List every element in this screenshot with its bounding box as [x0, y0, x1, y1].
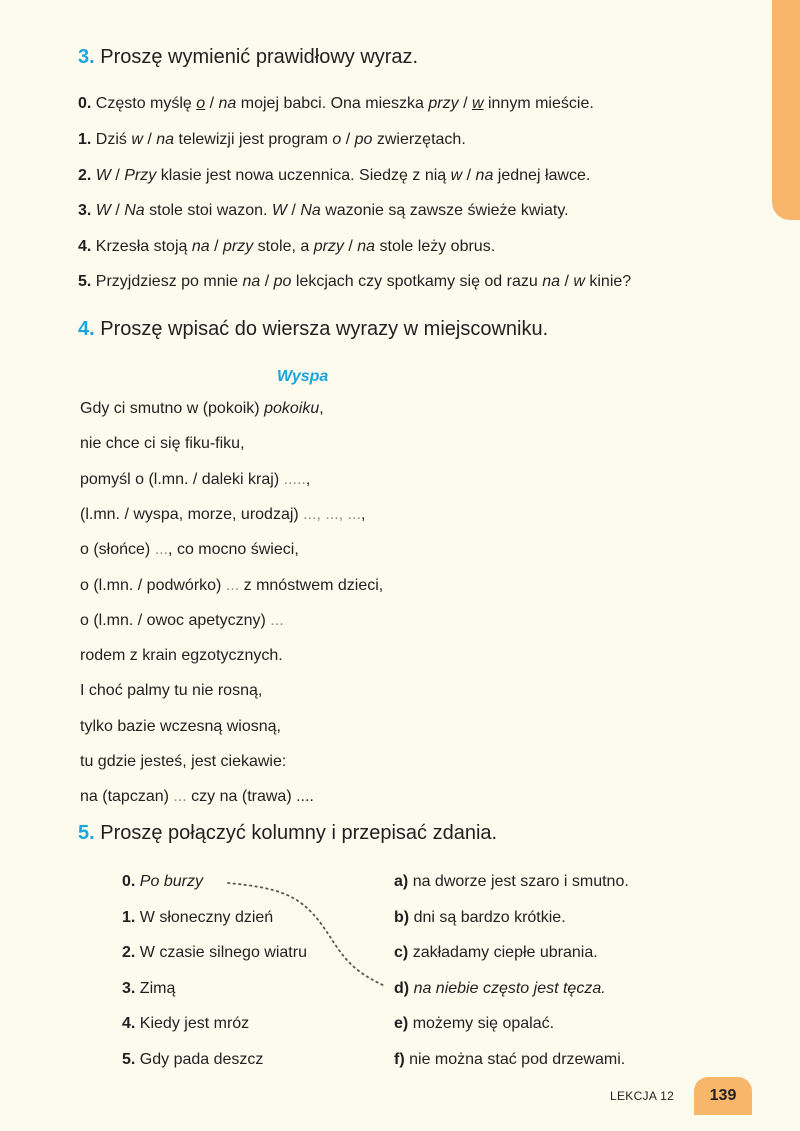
left-column-item [122, 873, 203, 891]
exercise-4-heading [78, 318, 548, 341]
exercise-3-line [78, 131, 466, 149]
item-text: dni są bardzo krótkie. [413, 908, 566, 926]
answer-gap: ... [270, 611, 284, 629]
option-word: W [271, 202, 287, 219]
slash: / [462, 167, 476, 184]
poem-text: , [360, 505, 366, 523]
option-word: w [471, 95, 484, 112]
poem-text: tu gdzie jesteś, jest ciekawie: [80, 753, 287, 770]
item-text: W czasie silnego wiatru [139, 944, 307, 961]
slash: / [209, 238, 223, 255]
option-word: po [273, 273, 292, 290]
item-number: 2. [122, 944, 136, 961]
sentence-text: stole, a [253, 238, 314, 255]
item-number: 5. [78, 273, 92, 290]
poem-text: pomyśl o (l.mn. / daleki kraj) [80, 470, 284, 488]
left-column-item [122, 909, 273, 927]
item-letter: a) [394, 873, 409, 890]
poem-text: na (tapczan) [80, 788, 174, 806]
poem-line [80, 682, 262, 700]
answer-gap: ..... [283, 470, 306, 488]
item-number: 5. [122, 1050, 136, 1068]
option-word: na [357, 238, 376, 255]
sentence-text: kinie? [584, 273, 632, 290]
poem-line [80, 647, 283, 665]
example-answer: pokoiku [264, 400, 320, 417]
exercise-3-line [78, 273, 631, 291]
slash: / [260, 273, 274, 290]
sentence-text: Często myślę [95, 95, 197, 112]
left-column-item [122, 1051, 263, 1069]
option-word: na [191, 238, 210, 255]
slash: / [110, 167, 125, 184]
item-text: na niebie często jest tęcza. [413, 979, 606, 997]
slash: / [343, 238, 358, 255]
poem-text: I choć palmy tu nie rosną, [80, 682, 263, 700]
poem-text: o (l.mn. / owoc apetyczny) [80, 611, 271, 629]
left-column-item [122, 944, 307, 962]
option-word: na [542, 273, 561, 290]
poem-text: rodem z krain egzotycznych. [80, 647, 283, 665]
option-word: przy [428, 95, 459, 112]
option-word: w [131, 131, 143, 148]
option-word: na [475, 167, 494, 184]
sentence-text: innym mieście. [483, 95, 594, 112]
sentence-text: zwierzętach. [372, 131, 466, 148]
option-word: Przy [124, 167, 157, 184]
answer-gap: ... [225, 576, 240, 594]
item-letter: b) [394, 908, 410, 926]
item-text: możemy się opalać. [412, 1015, 555, 1032]
right-column-item [394, 944, 598, 962]
slash: / [286, 202, 301, 219]
sentence-text: wazonie są zawsze świeże kwiaty. [320, 202, 569, 219]
left-column-item [122, 980, 175, 998]
sentence-text: stole leży obrus. [375, 238, 496, 255]
lesson-label: LEKCJA 12 [610, 1089, 675, 1103]
sentence-text: Krzesła stoją [95, 238, 192, 255]
exercise-3-heading [78, 46, 418, 69]
exercise-number: 5. [78, 822, 95, 844]
slash: / [110, 202, 125, 219]
item-number: 2. [78, 167, 92, 184]
left-column-item [122, 1015, 249, 1033]
poem-line [80, 577, 383, 595]
sentence-text: telewizji jest program [174, 131, 333, 148]
sentence-text: jednej ławce. [493, 167, 591, 184]
item-number: 1. [78, 131, 92, 148]
option-word: w [573, 273, 585, 290]
option-word: W [95, 202, 111, 219]
poem-text: tylko bazie wczesną wiosną, [80, 717, 281, 735]
slash: / [205, 95, 219, 112]
sentence-text: lekcjach czy spotkamy się od razu [291, 273, 543, 290]
option-word: przy [313, 238, 344, 255]
poem-line [80, 541, 299, 559]
poem-line [80, 506, 365, 524]
exercise-number: 3. [78, 46, 95, 68]
answer-gap: ... [173, 788, 187, 806]
exercise-3-line [78, 238, 495, 256]
sentence-text: stole stoi wazon. [144, 202, 272, 219]
option-word: przy [222, 238, 254, 255]
poem-text: , co mocno świeci, [168, 541, 299, 559]
exercise-3-line [78, 167, 590, 185]
exercise-5-heading [78, 822, 497, 845]
poem-line [80, 471, 310, 489]
poem-text: , [319, 400, 324, 417]
item-number: 3. [122, 979, 136, 997]
item-letter: c) [394, 944, 409, 961]
slash: / [341, 131, 355, 148]
poem-line [80, 612, 284, 630]
poem-text: czy na (trawa) .... [186, 788, 314, 806]
poem-text: (l.mn. / wyspa, morze, urodzaj) [80, 505, 304, 523]
slash: / [142, 131, 157, 148]
exercise-title: Proszę wymienić prawidłowy wyraz. [100, 46, 419, 68]
item-text: W słoneczny dzień [139, 908, 274, 926]
poem-text: o (słońce) [80, 541, 155, 559]
side-tab-marker [772, 0, 800, 220]
sentence-text: Dziś [95, 131, 132, 148]
item-number: 1. [122, 908, 136, 926]
poem-line [80, 435, 245, 453]
item-number: 3. [78, 202, 92, 219]
sentence-text: mojej babci. Ona mieszka [236, 95, 429, 112]
item-number: 0. [78, 95, 92, 112]
exercise-3-line [78, 202, 569, 220]
option-word: W [95, 167, 111, 184]
poem-line [80, 788, 314, 806]
item-text: na dworze jest szaro i smutno. [412, 873, 629, 890]
item-number: 4. [122, 1015, 136, 1032]
option-word: o [332, 131, 342, 148]
option-word: na [242, 273, 261, 290]
exercise-3-line [78, 95, 594, 113]
poem-text: Gdy ci smutno w (pokoik) [80, 400, 265, 417]
poem-text: o (l.mn. / podwórko) [80, 576, 226, 594]
page-number: 139 [694, 1077, 752, 1115]
right-column-item [394, 1015, 554, 1033]
poem-text: z mnóstwem dzieci, [239, 576, 384, 594]
right-column-item [394, 980, 606, 998]
slash: / [560, 273, 574, 290]
slash: / [458, 95, 472, 112]
option-word: po [354, 131, 373, 148]
option-word: na [156, 131, 175, 148]
sentence-text: Przyjdziesz po mnie [95, 273, 243, 290]
exercise-number: 4. [78, 318, 95, 340]
exercise-title: Proszę wpisać do wiersza wyrazy w miejscowniku. [100, 318, 549, 340]
poem-title: Wyspa [277, 368, 329, 385]
poem-line [80, 718, 281, 736]
poem-text: nie chce ci się fiku-fiku, [80, 435, 245, 453]
option-word: w [450, 167, 463, 184]
option-word: Na [124, 202, 145, 219]
item-number: 0. [122, 873, 136, 890]
exercise-title: Proszę połączyć kolumny i przepisać zdania. [100, 822, 498, 844]
item-text: Zimą [139, 979, 176, 997]
poem-line [80, 753, 286, 771]
item-text: Po burzy [139, 873, 203, 890]
answer-gap: ..., ..., ... [303, 505, 361, 523]
item-letter: d) [394, 979, 410, 997]
option-word: o [196, 95, 206, 112]
item-text: zakładamy ciepłe ubrania. [412, 944, 598, 961]
option-word: Na [300, 202, 321, 219]
answer-gap: ... [154, 541, 169, 559]
sentence-text: klasie jest nowa uczennica. Siedzę z nią [156, 167, 451, 184]
item-text: nie można stać pod drzewami. [409, 1050, 626, 1068]
right-column-item [394, 873, 629, 891]
poem-line [80, 400, 324, 418]
option-word: na [218, 95, 237, 112]
item-letter: e) [394, 1015, 409, 1032]
item-text: Kiedy jest mróz [139, 1015, 250, 1032]
poem-text: , [305, 470, 311, 488]
right-column-item [394, 1051, 625, 1069]
item-letter: f) [394, 1050, 405, 1068]
right-column-item [394, 909, 566, 927]
item-text: Gdy pada deszcz [139, 1050, 264, 1068]
item-number: 4. [78, 238, 92, 255]
